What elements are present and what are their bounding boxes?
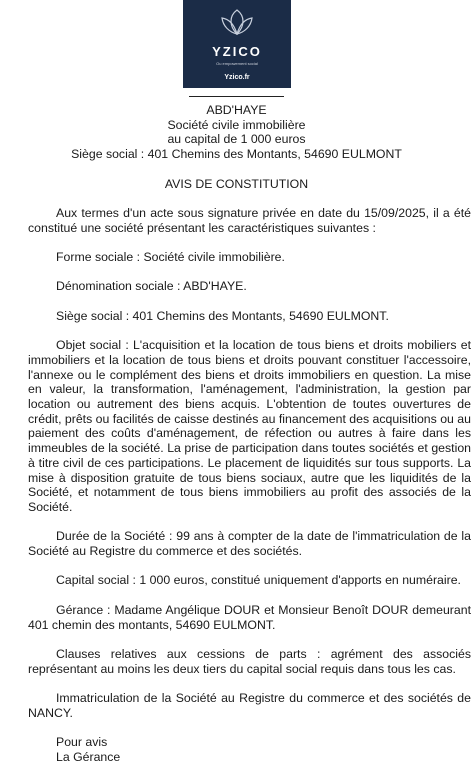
paragraph-intro: Aux termes d'un acte sous signature privée en date du 15/09/2025, il a été constitué une société présentant les caractéristiques suivantes : (28, 206, 471, 235)
yzico-logo (183, 0, 291, 88)
logo-site: Yzico.fr (224, 74, 250, 81)
paragraph-capital: Capital social : 1 000 euros, constitué uniquement d'apports en numéraire. (56, 573, 461, 588)
paragraph-duree: Durée de la Société : 99 ans à compter de la date de l'immatriculation de la Société au Registre du commerce et des sociétés. (28, 529, 471, 559)
company-type: Société civile immobilière (167, 117, 306, 132)
paragraph-siege: Siège social : 401 Chemins des Montants, 54690 EULMONT. (56, 308, 389, 323)
closing-line-2: La Gérance (56, 749, 121, 764)
paragraph-denomination: Dénomination sociale : ABD'HAYE. (56, 279, 247, 294)
company-name: ABD'HAYE (206, 103, 267, 117)
paragraph-cessions: Clauses relatives aux cessions de parts : agrément des associés représentant au moins les deux tiers du capital social requis dans tous les cas. (28, 646, 471, 676)
paragraph-immatriculation: Immatriculation de la Société au Registre du commerce et des sociétés de NANCY. (28, 691, 471, 720)
paragraph-forme: Forme sociale : Société civile immobilière. (56, 250, 285, 265)
company-seat: Siège social : 401 Chemins des Montants, 54690 EULMONT (71, 147, 402, 162)
closing-line-1: Pour avis (56, 735, 108, 750)
notice-title: AVIS DE CONSTITUTION (164, 177, 309, 191)
logo-brand-name: YZICO (212, 44, 262, 59)
header-divider (189, 96, 284, 97)
company-capital: au capital de 1 000 euros (167, 132, 306, 147)
paragraph-objet: Objet social : L'acquisition et la location de tous biens et droits mobiliers et immobiliers et la location de tous biens et droits pouvant constituer l'accessoire, l'annexe ou le complément des biens et droits immobiliers en question. La mise en valeur, la transformation, l'aménagement, l'administration, la gestion par location ou autrement des biens acquis. L'obtention de toutes ouvertures de crédit, prêts ou facilités de caisse destinés au financement des acquisitions ou au paiement des coûts d'aménagement, de réfection ou autres à faire dans les immeubles de la société. La prise de participation dans toutes sociétés et gestion à titre civil de ces participations. Le placement de liquidités sur tous supports. La mise à disposition gratuite de tous biens sociaux, autre que les liquidités de la Société, et notamment de tous biens immobiliers au profit des associés de la Société. (28, 338, 471, 514)
lotus-icon (217, 6, 257, 40)
notice-body (28, 206, 471, 765)
logo-tagline: Ou empowement social (216, 61, 258, 66)
paragraph-gerance: Gérance : Madame Angélique DOUR et Monsieur Benoît DOUR demeurant 401 chemin des montants, 54690 EULMONT. (28, 602, 471, 632)
company-header (0, 103, 473, 162)
